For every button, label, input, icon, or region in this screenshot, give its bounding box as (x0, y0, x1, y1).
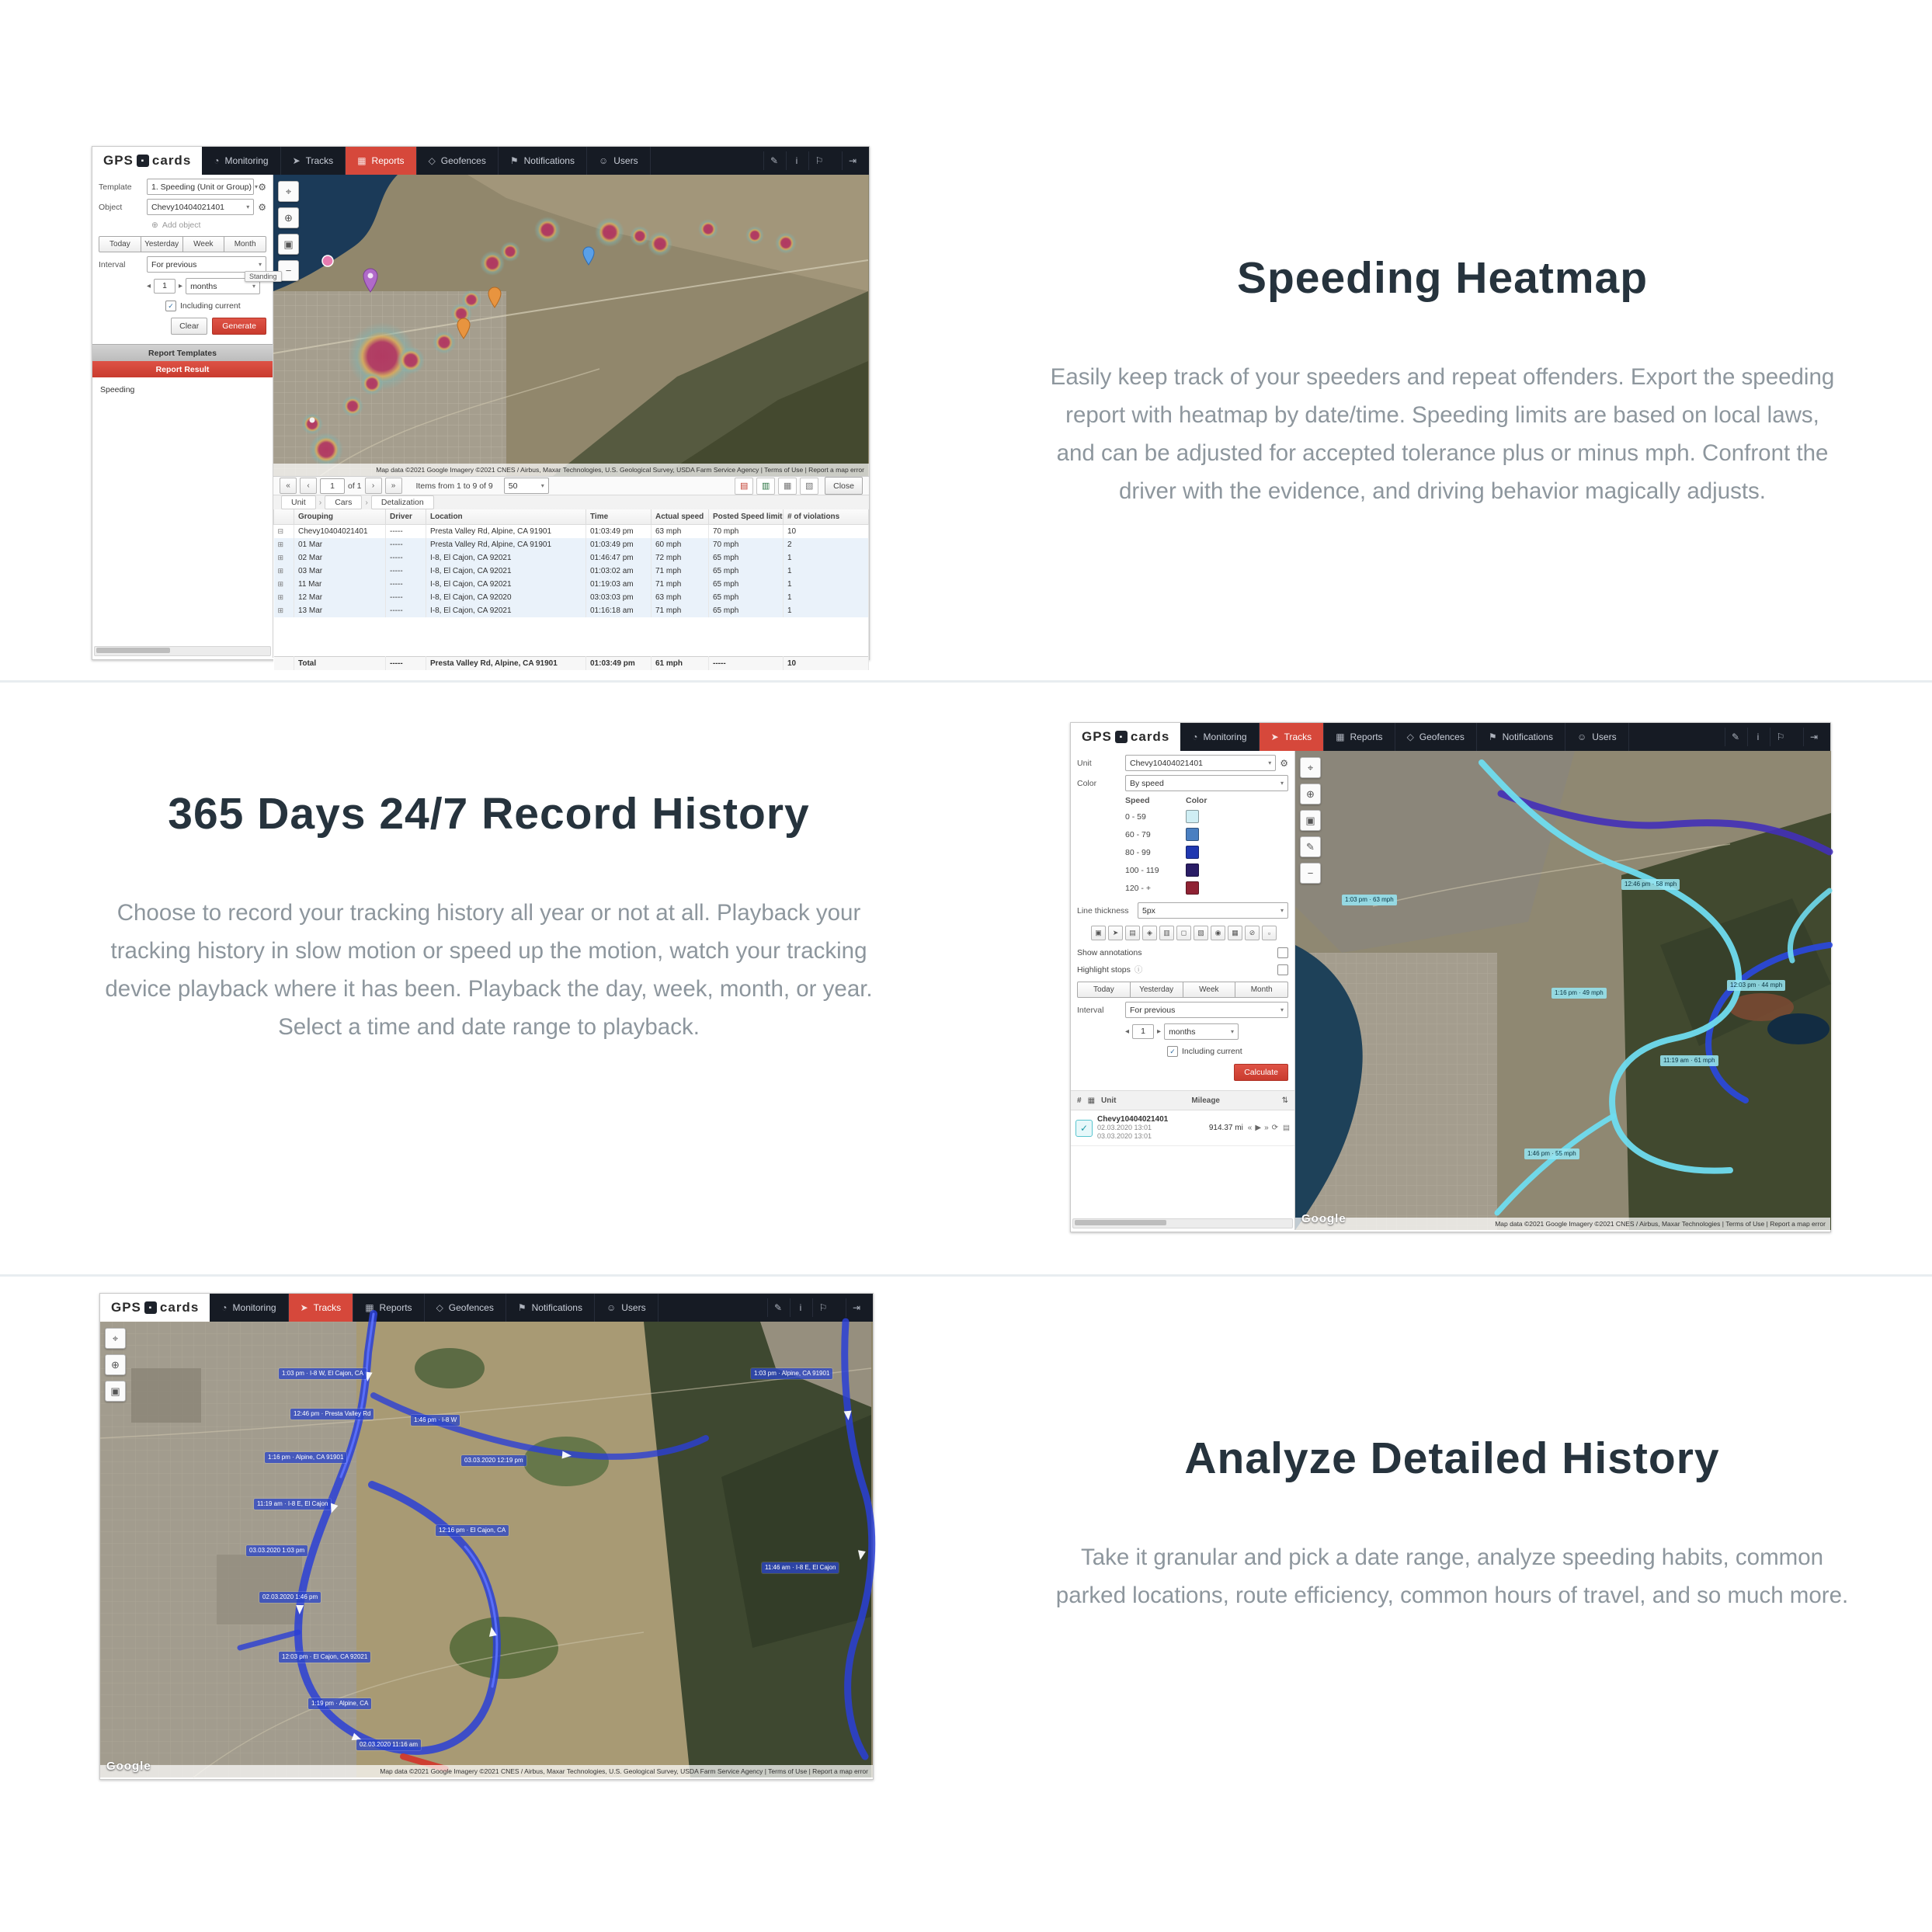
map-draw-button[interactable]: ✎ (1300, 836, 1321, 857)
map-layers-button[interactable]: ▣ (1300, 810, 1321, 831)
track-annotation: 11:19 am · 61 mph (1660, 1055, 1718, 1066)
track-annotation: 1:16 pm · 49 mph (1552, 988, 1607, 999)
track-toolbar (1091, 926, 1288, 940)
standing-tooltip: Standing (245, 271, 282, 282)
num-column-label: # (1077, 1096, 1082, 1105)
crumb-separator-icon: › (365, 498, 368, 507)
map-icon: ▦ (1087, 1096, 1096, 1105)
wrench-icon[interactable]: ⚙ (258, 181, 266, 193)
table-spacer-row (274, 617, 869, 657)
chevron-down-icon: ▾ (252, 283, 256, 290)
table-row-parent[interactable]: ⊟ Chevy10404021401 ----- Presta Valley Rd, Alpine, CA 91901 01:03:49 pm 63 mph 70 mph 10 (274, 525, 869, 539)
template-select[interactable]: 1. Speeding (Unit or Group) ▾ (147, 179, 254, 195)
info-icon[interactable]: i (786, 151, 807, 170)
info-icon[interactable]: i (790, 1298, 811, 1317)
app2-nav-tabs (1180, 723, 1718, 751)
app1-logo[interactable] (92, 147, 202, 175)
tab-geofences[interactable]: ◇ Geofences (1395, 723, 1477, 751)
export-pdf-icon[interactable]: ▤ (735, 478, 753, 495)
template-label: Template (99, 182, 132, 192)
interval-stepper (1125, 1023, 1288, 1040)
interval-count-input[interactable]: 1 (154, 279, 175, 294)
month-button[interactable]: Month (1235, 982, 1288, 998)
loop-icon[interactable]: ⟳ (1271, 1124, 1279, 1132)
tab-reports[interactable]: ▦ Reports (346, 147, 416, 175)
highlight-stops-checkbox[interactable] (1277, 964, 1288, 975)
first-page-button[interactable]: « (280, 478, 297, 494)
route-annotation: 11:46 am · I-8 E, El Cajon (762, 1562, 839, 1573)
tab-notifications[interactable]: ⚑ Notifications (1477, 723, 1565, 751)
toolbar-icon[interactable]: ⊘ (1245, 926, 1260, 940)
interval-unit-select[interactable]: months ▾ (186, 278, 260, 294)
date-range-buttons (99, 236, 266, 252)
interval-label: Interval (99, 259, 126, 269)
route-annotation: 12:16 pm · El Cajon, CA (436, 1525, 509, 1536)
logo-badge-icon: ▪ (1115, 731, 1128, 743)
tab-geofences[interactable]: ◇ Geofences (425, 1294, 506, 1322)
geofences-icon: ◇ (428, 155, 436, 166)
section-title: 365 Days 24/7 Record History (168, 789, 810, 839)
show-annotations-label: Show annotations (1077, 948, 1142, 957)
route-annotation: 03.03.2020 1:03 pm (246, 1545, 308, 1556)
tab-monitoring[interactable]: ◔ Monitoring (210, 1294, 288, 1322)
flag-icon[interactable]: ⚐ (1770, 728, 1791, 746)
geofences-icon: ◇ (1406, 731, 1414, 742)
reports-icon: ▦ (1336, 731, 1345, 742)
report-pager (273, 476, 869, 495)
yesterday-button[interactable]: Yesterday (1131, 982, 1183, 998)
section-title: Speeding Heatmap (1236, 253, 1649, 303)
notifications-icon: ⚑ (509, 155, 519, 166)
satellite-heatmap-canvas (273, 175, 868, 476)
report-result-item[interactable]: Speeding (100, 385, 135, 394)
expand-icon[interactable]: ⊞ (277, 606, 284, 614)
app1-navbar (92, 147, 869, 175)
track-date-to: 03.03.2020 13:01 (1097, 1132, 1152, 1140)
clear-button[interactable]: Clear (171, 318, 207, 335)
track-checkbox[interactable] (1075, 1120, 1093, 1137)
white-dot-marker (310, 418, 315, 423)
satellite-history-canvas (100, 1322, 871, 1777)
toolbar-icon[interactable]: ◻ (1176, 926, 1191, 940)
highlight-stops-row (1077, 964, 1288, 975)
tab-reports[interactable]: ▦ Reports (353, 1294, 424, 1322)
map-layers-button[interactable]: ▣ (105, 1381, 126, 1402)
route-annotation: 1:16 pm · Alpine, CA 91901 (265, 1452, 346, 1463)
app3-nav-tabs (210, 1294, 761, 1322)
interval-count-input[interactable]: 1 (1132, 1024, 1154, 1039)
section-divider (0, 1274, 1932, 1277)
yesterday-button[interactable]: Yesterday (141, 236, 183, 252)
chevron-down-icon: ▾ (1280, 907, 1284, 914)
expand-icon[interactable]: ⊞ (277, 580, 284, 588)
map-search-button[interactable]: ⌖ (1300, 757, 1321, 778)
expand-icon[interactable]: ⊞ (277, 593, 284, 601)
object-label: Object (99, 202, 123, 212)
interval-select[interactable]: For previous ▾ (1125, 1002, 1288, 1018)
logo-text: GPS (111, 1300, 141, 1315)
speed-color-legend: Speed Color 0 - 59 60 - 79 80 - 99 100 - 119 120 - + (1125, 796, 1288, 895)
geofences-icon: ◇ (436, 1302, 443, 1313)
tab-monitoring[interactable]: ◔ Monitoring (202, 147, 280, 175)
tab-notifications[interactable]: ⚑ Notifications (499, 147, 587, 175)
app-window-reports (92, 146, 870, 668)
stepper-left-icon[interactable]: ◂ (147, 282, 151, 290)
show-annotations-row (1077, 947, 1288, 958)
interval-unit-select[interactable]: months ▾ (1164, 1023, 1239, 1040)
map-target-button[interactable]: ⊕ (1300, 784, 1321, 804)
tracks-icon: ➤ (1270, 731, 1279, 742)
rewind-icon[interactable]: « (1247, 1124, 1253, 1132)
reports-icon: ▦ (365, 1302, 374, 1313)
expand-icon[interactable]: ⊞ (277, 540, 284, 548)
monitoring-icon: ◔ (214, 155, 220, 166)
section-body: Take it granular and pick a date range, analyze speeding habits, common parked locations, route efficiency, common hours of travel, and so much more. (1055, 1545, 1849, 1608)
page-of-label: of 1 (348, 481, 362, 491)
measure-icon[interactable]: ✎ (1725, 728, 1746, 746)
report-result-bar[interactable]: Report Result (92, 361, 273, 377)
crumb-separator-icon: › (318, 498, 322, 507)
week-button[interactable]: Week (183, 236, 225, 252)
route-annotation: 03.03.2020 12:19 pm (461, 1455, 526, 1466)
tab-geofences[interactable]: ◇ Geofences (417, 147, 499, 175)
tab-reports[interactable]: ▦ Reports (1324, 723, 1395, 751)
legend-swatch (1186, 846, 1199, 859)
including-current-checkbox[interactable]: ✓ Including current (165, 301, 266, 311)
show-annotations-checkbox[interactable] (1277, 947, 1288, 958)
wrench-icon[interactable]: ⚙ (258, 201, 266, 213)
track-annotation: 12:03 pm · 44 mph (1727, 980, 1785, 991)
app2-navbar (1071, 723, 1830, 751)
track-list-item[interactable] (1071, 1110, 1294, 1146)
legend-swatch (1186, 863, 1199, 877)
tab-users[interactable]: ☺ Users (587, 147, 651, 175)
wrench-icon[interactable]: ⚙ (1280, 757, 1288, 769)
track-list-header (1071, 1090, 1294, 1110)
google-logo: Google (106, 1760, 151, 1773)
sort-icon[interactable]: ⇅ (1281, 1096, 1288, 1105)
legend-row: 100 - 119 (1125, 863, 1288, 877)
logo-suffix: cards (151, 153, 192, 168)
tab-tracks[interactable]: ➤ Tracks (1260, 723, 1325, 751)
route-annotation: 12:03 pm · El Cajon, CA 92021 (279, 1652, 370, 1663)
reports-icon: ▦ (357, 155, 367, 166)
section-body: Choose to record your tracking history all year or not at all. Playback your tracking history in slow motion or speed up the motion, watch your tracking device playback where it has been. Playback the day, week, month, or year. Select a time and date range to playback. (105, 900, 873, 1040)
map-search-button[interactable]: ⌖ (105, 1328, 126, 1349)
color-label: Color (1077, 778, 1097, 788)
route-annotation: 1:46 pm · I-8 W (411, 1415, 460, 1426)
report-breadcrumb (273, 495, 869, 509)
app3-navbar (100, 1294, 873, 1322)
notifications-icon: ⚑ (1488, 731, 1497, 742)
app1-sidebar (92, 175, 273, 658)
object-select[interactable]: Chevy10404021401 ▾ (147, 199, 254, 215)
tab-users[interactable]: ☺ Users (595, 1294, 658, 1322)
chevron-down-icon: ▾ (540, 482, 544, 489)
report-table-wrap (273, 509, 869, 670)
app2-logo[interactable] (1071, 723, 1180, 751)
today-button[interactable]: Today (1077, 982, 1131, 998)
page-number-input[interactable]: 1 (320, 478, 345, 494)
legend-swatch (1186, 810, 1199, 823)
legend-row: 120 - + (1125, 881, 1288, 895)
users-icon: ☺ (1576, 731, 1587, 742)
route-annotation: 11:19 am · I-8 E, El Cajon (254, 1499, 331, 1510)
map-target-button[interactable]: ⊕ (278, 207, 299, 228)
report-templates-bar[interactable]: Report Templates (92, 344, 273, 361)
track-mileage: 914.37 mi (1208, 1124, 1243, 1132)
pink-circle-marker (322, 255, 333, 266)
tab-users[interactable]: ☺ Users (1565, 723, 1629, 751)
app1-nav-tabs (202, 147, 757, 175)
unit-label: Unit (1077, 758, 1092, 768)
track-unit-name: Chevy10404021401 (1097, 1115, 1169, 1124)
map-target-button[interactable]: ⊕ (105, 1354, 126, 1375)
line-thickness-label: Line thickness (1077, 905, 1129, 916)
app-window-history (99, 1293, 874, 1780)
table-row[interactable]: ⊞ 12 Mar ----- I-8, El Cajon, CA 92020 03:03:03 pm 63 mph 65 mph 1 (274, 591, 869, 604)
route-annotation: 1:19 pm · Alpine, CA (308, 1698, 371, 1709)
track-annotation: 1:46 pm · 55 mph (1524, 1148, 1579, 1159)
logo-text: GPS (103, 153, 134, 168)
logo-text: GPS (1082, 729, 1112, 744)
export-csv-icon[interactable]: ▦ (778, 478, 797, 495)
expand-icon[interactable]: ⊞ (277, 554, 284, 561)
unit-column-label: Unit (1101, 1096, 1117, 1105)
app2-nav-right (1718, 723, 1830, 751)
monitoring-icon: ◔ (1192, 731, 1198, 742)
app-window-tracks (1070, 722, 1831, 1232)
legend-swatch (1186, 828, 1199, 841)
generate-button[interactable]: Generate (212, 318, 266, 335)
route-annotation: 02.03.2020 1:46 pm (259, 1592, 321, 1603)
line-thickness-select[interactable]: 5px ▾ (1138, 902, 1288, 919)
interval-label: Interval (1077, 1005, 1104, 1015)
last-page-button[interactable]: » (385, 478, 402, 494)
chevron-down-icon: ▾ (1280, 780, 1284, 787)
check-icon: ✓ (1169, 1047, 1176, 1055)
logout-icon[interactable]: ⇥ (842, 151, 863, 170)
logout-icon[interactable]: ⇥ (846, 1298, 867, 1317)
app2-body (1071, 751, 1830, 1230)
color-select[interactable]: By speed ▾ (1125, 775, 1288, 791)
map-layers-button[interactable]: ▣ (278, 234, 299, 255)
tracks-icon: ➤ (292, 155, 301, 166)
unit-select[interactable]: Chevy10404021401 ▾ (1125, 755, 1276, 771)
tab-monitoring[interactable]: ◔ Monitoring (1180, 723, 1259, 751)
app2-sidebar (1071, 751, 1295, 1230)
map-attribution: Map data ©2021 Google Imagery ©2021 CNES / Airbus, Maxar Technologies | Terms of Use | Report a map error (1295, 1218, 1830, 1230)
monitoring-icon: ◔ (221, 1302, 228, 1313)
calculate-button[interactable]: Calculate (1234, 1064, 1288, 1081)
logout-icon[interactable]: ⇥ (1803, 728, 1824, 746)
section-title: Analyze Detailed History (1184, 1433, 1720, 1483)
app1-body (92, 175, 869, 668)
map-attribution: Map data ©2021 Google Imagery ©2021 CNES / Airbus, Maxar Technologies, U.S. Geological Survey, USDA Farm Service Agency | Terms of Use | Report a map error (273, 464, 869, 476)
interval-select[interactable]: For previous ▾ (147, 256, 266, 273)
map-controls (1300, 757, 1321, 884)
page-size-select[interactable]: 50 ▾ (504, 478, 549, 494)
breadcrumb-unit[interactable]: Unit (281, 495, 316, 509)
table-row[interactable]: ⊞ 01 Mar ----- Presta Valley Rd, Alpine, CA 91901 01:03:49 pm 60 mph 70 mph 2 (274, 538, 869, 551)
breadcrumb-cars[interactable]: Cars (325, 495, 362, 509)
tab-tracks[interactable]: ➤ Tracks (281, 147, 346, 175)
app1-report-area (273, 175, 869, 668)
print-icon[interactable]: ▧ (800, 478, 818, 495)
logo-suffix: cards (159, 1300, 200, 1315)
chevron-down-icon: ▾ (258, 261, 262, 268)
sidebar-horizontal-scrollbar[interactable] (94, 646, 271, 656)
fast-forward-icon[interactable]: » (1264, 1124, 1269, 1132)
toolbar-icon[interactable]: ▥ (1159, 926, 1174, 940)
toolbar-icon[interactable]: ➤ (1108, 926, 1123, 940)
table-row[interactable]: ⊞ 11 Mar ----- I-8, El Cajon, CA 92021 01:19:03 am 71 mph 65 mph 1 (274, 578, 869, 591)
table-total-row: Total ----- Presta Valley Rd, Alpine, CA 91901 01:03:49 pm 61 mph ----- 10 (274, 657, 869, 671)
stepper-right-icon[interactable]: ▸ (1157, 1027, 1162, 1036)
close-report-button[interactable]: Close (825, 477, 863, 495)
stepper-left-icon[interactable]: ◂ (1125, 1027, 1130, 1036)
flag-icon[interactable]: ⚐ (808, 151, 829, 170)
next-page-button[interactable]: › (365, 478, 382, 494)
table-row[interactable]: ⊞ 02 Mar ----- I-8, El Cajon, CA 92021 01:46:47 pm 72 mph 65 mph 1 (274, 551, 869, 565)
app3-nav-right (761, 1294, 873, 1322)
legend-swatch (1186, 881, 1199, 895)
chevron-down-icon: ▾ (1268, 759, 1272, 766)
mileage-column-label: Mileage (1191, 1096, 1220, 1105)
toolbar-icon[interactable]: ▫ (1262, 926, 1277, 940)
prev-page-button[interactable]: ‹ (300, 478, 317, 494)
report-actions (92, 318, 266, 335)
info-circle-icon: ⓘ (1134, 965, 1143, 975)
toolbar-icon[interactable]: ▧ (1194, 926, 1208, 940)
table-header-row: Grouping Driver Location Time Actual speed Posted Speed limit # of violations (274, 509, 869, 525)
route-annotation: 1:03 pm · Alpine, CA 91901 (751, 1368, 832, 1379)
week-button[interactable]: Week (1183, 982, 1236, 998)
toolbar-icon[interactable]: ▣ (1091, 926, 1106, 940)
table-row[interactable]: ⊞ 03 Mar ----- I-8, El Cajon, CA 92021 01:03:02 am 71 mph 65 mph 1 (274, 565, 869, 578)
check-icon: ✓ (168, 301, 174, 310)
logo-suffix: cards (1130, 729, 1170, 744)
route-annotation: 1:03 pm · I-8 W, El Cajon, CA (279, 1368, 367, 1379)
highlight-stops-label: Highlight stops (1077, 964, 1131, 975)
add-icon: ⊕ (151, 221, 158, 230)
playback-controls (1248, 1124, 1278, 1132)
including-current-checkbox[interactable]: ✓ Including current (1167, 1046, 1288, 1057)
app3-logo[interactable] (100, 1294, 210, 1322)
info-icon[interactable]: i (1747, 728, 1768, 746)
items-range-label: Items from 1 to 9 of 9 (415, 481, 493, 491)
google-logo: Google (1301, 1212, 1346, 1225)
map-zoom-out-button[interactable]: − (1300, 863, 1321, 884)
route-annotation: 12:46 pm · Presta Valley Rd (290, 1409, 374, 1419)
add-object-link[interactable]: ⊕ Add object (151, 221, 201, 230)
heatmap-map[interactable] (273, 175, 869, 476)
map-attribution: Map data ©2021 Google Imagery ©2021 CNES / Airbus, Maxar Technologies, U.S. Geological Survey, USDA Farm Service Agency | Terms of Use | Report a map error (100, 1765, 873, 1777)
map-zoom-out-button[interactable]: − (278, 260, 299, 281)
month-button[interactable]: Month (224, 236, 266, 252)
map-search-button[interactable]: ⌖ (278, 181, 299, 202)
play-icon[interactable]: ▶ (1255, 1124, 1262, 1132)
toolbar-icon[interactable]: ▦ (1228, 926, 1242, 940)
measure-icon[interactable]: ✎ (767, 1298, 788, 1317)
collapse-icon[interactable]: ⊟ (277, 527, 284, 535)
flag-icon[interactable]: ⚐ (812, 1298, 833, 1317)
map-controls (278, 181, 299, 281)
chevron-down-icon: ▾ (1231, 1028, 1235, 1035)
users-icon: ☺ (598, 155, 609, 166)
users-icon: ☺ (606, 1302, 617, 1313)
tab-notifications[interactable]: ⚑ Notifications (506, 1294, 595, 1322)
sidebar-horizontal-scrollbar[interactable] (1072, 1218, 1293, 1228)
today-button[interactable]: Today (99, 236, 141, 252)
speeding-report-table (273, 509, 869, 670)
section-body: Easily keep track of your speeders and repeat offenders. Export the speeding report with heatmap by date/time. Speeding limits are based on local laws, and can be adjusted for accepted tolerance plus or minus mph. Confront the driver with the evidence, and driving behavior magically adjusts. (1050, 364, 1835, 504)
toolbar-icon[interactable]: ▤ (1125, 926, 1140, 940)
chevron-down-icon: ▾ (246, 203, 250, 210)
feature-analyze-history (1048, 1433, 1856, 1614)
breadcrumb-detalization[interactable]: Detalization (371, 495, 434, 509)
download-track-icon[interactable]: ▤ (1283, 1124, 1290, 1132)
tracks-map[interactable] (1295, 751, 1830, 1230)
map-controls (105, 1328, 126, 1402)
export-xls-icon[interactable]: ▥ (756, 478, 775, 495)
route-annotation: 02.03.2020 11:16 am (356, 1739, 421, 1750)
track-annotation: 12:46 pm · 58 mph (1621, 879, 1680, 890)
expand-icon[interactable]: ⊞ (277, 567, 284, 575)
stepper-right-icon[interactable]: ▸ (179, 282, 183, 290)
history-map[interactable] (100, 1322, 873, 1777)
tracks-icon: ➤ (300, 1302, 308, 1313)
toolbar-icon[interactable]: ◈ (1142, 926, 1157, 940)
track-annotation: 1:03 pm · 63 mph (1342, 895, 1397, 905)
toolbar-icon[interactable]: ◉ (1211, 926, 1225, 940)
legend-row: 0 - 59 (1125, 810, 1288, 823)
measure-icon[interactable]: ✎ (763, 151, 784, 170)
date-range-buttons (1077, 982, 1288, 998)
feature-speeding-heatmap (1044, 252, 1840, 510)
section-divider (0, 680, 1932, 683)
notifications-icon: ⚑ (517, 1302, 526, 1313)
legend-row: 60 - 79 (1125, 828, 1288, 841)
tab-tracks[interactable]: ➤ Tracks (289, 1294, 354, 1322)
check-icon: ✓ (1079, 1122, 1089, 1134)
chevron-down-icon: ▾ (1280, 1006, 1284, 1013)
track-date-from: 02.03.2020 13:01 (1097, 1124, 1152, 1131)
logo-badge-icon: ▪ (137, 155, 149, 167)
feature-record-history (87, 788, 891, 1046)
app1-nav-right (757, 147, 869, 175)
chevron-down-icon: ▾ (254, 183, 258, 190)
legend-row: 80 - 99 (1125, 846, 1288, 859)
table-row[interactable]: ⊞ 13 Mar ----- I-8, El Cajon, CA 92021 01:16:18 am 71 mph 65 mph 1 (274, 604, 869, 617)
logo-badge-icon: ▪ (144, 1301, 157, 1314)
